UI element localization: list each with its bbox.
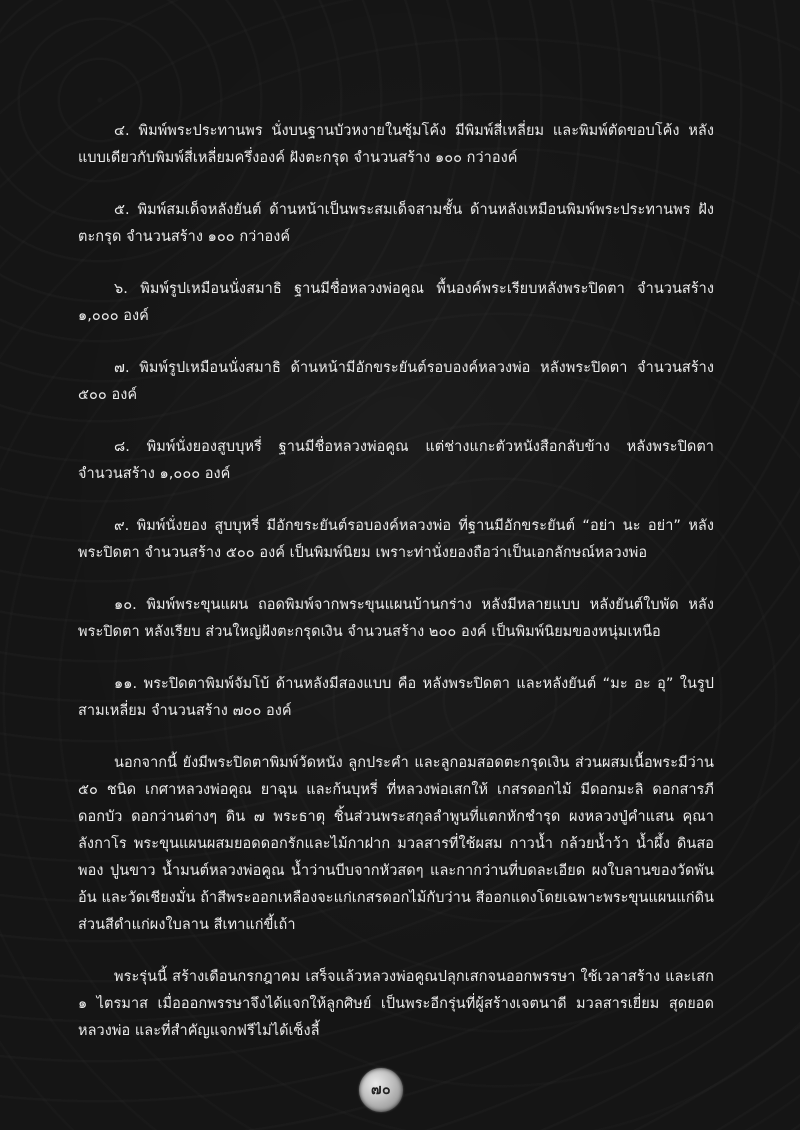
paragraph-materials: นอกจากนี้ ยังมีพระปิดตาพิมพ์วัดหนัง ลูกประคำ และลูกอมสอดตะกรุดเงิน ส่วนผสมเนื้อพระมีว่าน ๕๐ ชนิด เกศาหลวงพ่อคูณ ยาฉุน และก้นบุหรี่ ที่หลวงพ่อเสกให้ เกสรดอกไม้ มีดอกมะลิ ดอกสารภี ดอกบัว ดอกว่านต่างๆ ดิน ๗ พระธาตุ ชิ้นส่วนพระสกุลลำพูนที่แตกหักชำรุด ผงหลวงปู่คำแสน คุณาลังกาโร พระขุนแผนผสมยอดดอกรักและไม้กาฝาก มวลสารที่ใช้ผสม กาวน้ำ กล้วยน้ำว้า น้ำผึ้ง ดินสอพอง ปูนขาว น้ำมนต์หลวงพ่อคูณ น้ำว่านบีบจากหัวสดๆ และกากว่านที่บดละเอียด ผงใบลานของวัดพันอ้น และวัดเชียงมั่น ถ้าสีพระออกเหลืองจะแก่เกสรดอกไม้กับว่าน สีออกแดงโดยเฉพาะพระขุนแผนแก่ดิน ส่วนสีดำแก่ผงใบลาน สีเทาแก่ขี้เถ้า: [78, 755, 714, 933]
page-number-badge: [359, 1068, 403, 1112]
page-number: ๗๐: [370, 1082, 392, 1098]
paragraph-item-11: ๑๑. พระปิดตาพิมพ์จัมโบ้ ด้านหลังมีสองแบบ คือ หลังพระปิดตา และหลังยันต์ “มะ อะ อุ” ในรูปสามเหลี่ยม จำนวนสร้าง ๗๐๐ องค์: [78, 676, 714, 719]
paragraph-closing: พระรุ่นนี้ สร้างเดือนกรกฎาคม เสร็จแล้วหลวงพ่อคูณปลุกเสกจนออกพรรษา ใช้เวลาสร้าง และเสก ๑ ไตรมาส เมื่อออกพรรษาจึงได้แจกให้ลูกศิษย์ เป็นพระอีกรุ่นที่ผู้สร้างเจตนาดี มวลสารเยี่ยม สุดยอดหลวงพ่อ และที่สำคัญแจกฟรีไม่ได้เซ็งลี้: [78, 969, 714, 1039]
paragraph-item-8: ๘. พิมพ์นั่งยองสูบบุหรี่ ฐานมีชื่อหลวงพ่อคูณ แต่ช่างแกะตัวหนังสือกลับข้าง หลังพระปิดตา จำนวนสร้าง ๑,๐๐๐ องค์: [78, 439, 714, 482]
paragraph-item-4: ๔. พิมพ์พระประทานพร นั่งบนฐานบัวหงายในซุ้มโค้ง มีพิมพ์สี่เหลี่ยม และพิมพ์ตัดขอบโค้ง หลังแบบเดียวกับพิมพ์สี่เหลี่ยมครึ่งองค์ ฝังตะกรุด จำนวนสร้าง ๑๐๐ กว่าองค์: [78, 123, 714, 166]
paragraph-item-10: ๑๐. พิมพ์พระขุนแผน ถอดพิมพ์จากพระขุนแผนบ้านกร่าง หลังมีหลายแบบ หลังยันต์ใบพัด หลังพระปิดตา หลังเรียบ ส่วนใหญ่ฝังตะกรุดเงิน จำนวนสร้าง ๒๐๐ องค์ เป็นพิมพ์นิยมของหนุ่มเหนือ: [78, 597, 714, 640]
document-body: [78, 118, 714, 1045]
paragraph-item-6: ๖. พิมพ์รูปเหมือนนั่งสมาธิ ฐานมีชื่อหลวงพ่อคูณ พื้นองค์พระเรียบหลังพระปิดตา จำนวนสร้าง ๑,๐๐๐ องค์: [78, 281, 714, 324]
paragraph-item-9: ๙. พิมพ์นั่งยอง สูบบุหรี่ มีอักขระยันต์รอบองค์หลวงพ่อ ที่ฐานมีอักขระยันต์ “อย่า นะ อย่า” หลังพระปิดตา จำนวนสร้าง ๕๐๐ องค์ เป็นพิมพ์นิยม เพราะท่านั่งยองถือว่าเป็นเอกลักษณ์หลวงพ่อ: [78, 518, 714, 561]
paragraph-item-5: ๕. พิมพ์สมเด็จหลังยันต์ ด้านหน้าเป็นพระสมเด็จสามชั้น ด้านหลังเหมือนพิมพ์พระประทานพร ฝังตะกรุด จำนวนสร้าง ๑๐๐ กว่าองค์: [78, 202, 714, 245]
paragraph-item-7: ๗. พิมพ์รูปเหมือนนั่งสมาธิ ด้านหน้ามีอักขระยันต์รอบองค์หลวงพ่อ หลังพระปิดตา จำนวนสร้าง ๕๐๐ องค์: [78, 360, 714, 403]
